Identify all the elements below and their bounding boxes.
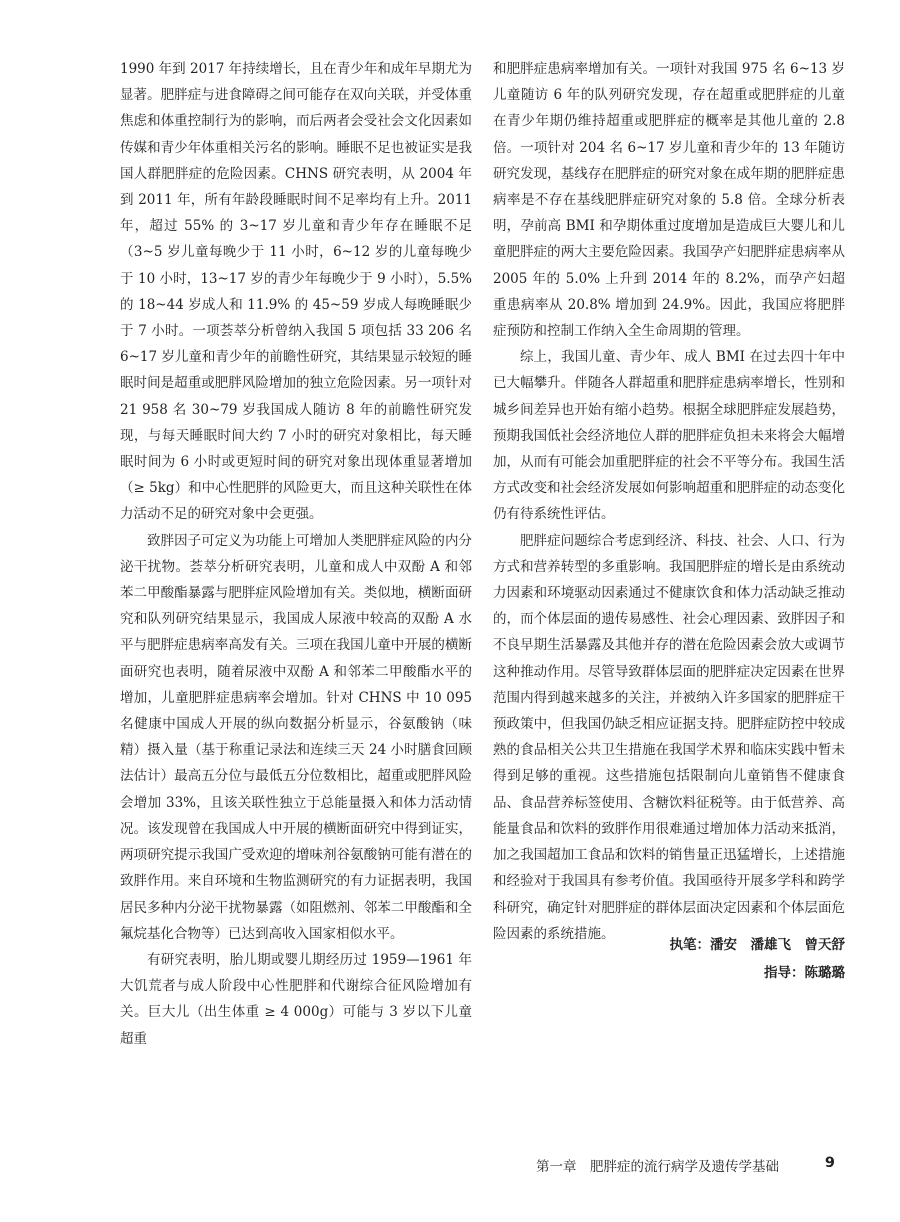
writers-credit: 执笔：潘安 潘雄飞 曾天舒	[669, 937, 845, 953]
advisor-credit: 指导：陈璐璐	[764, 965, 845, 981]
right-column	[493, 56, 845, 947]
left-column	[120, 56, 472, 1052]
paragraph-sleep: 1990 年到 2017 年持续增长，且在青少年和成年早期尤为显著。肥胖症与进食障碍之间可能存在双向关联，并受体重焦虑和体重控制行为的影响，而后两者会受社会文化因素如传媒和青少年体重相关污名的影响。睡眠不足也被证实是我国人群肥胖症的危险因素。CHNS 研究表明，从 2004 年到 2011 年，所有年龄段睡眠时间不足率均有上升。2011 年，超过 55% 的 3~17 岁儿童和青少年存在睡眠不足（3~5 岁儿童每晚少于 11 小时，6~12 岁的儿童每晚少于 10 小时，13~17 岁的青少年每晚少于 9 小时），5.5% 的 18~44 岁成人和 11.9% 的 45~59 岁成人每晚睡眠少于 7 小时。一项荟萃分析曾纳入我国 5 项包括 33 206 名 6~17 岁儿童和青少年的前瞻性研究，其结果显示较短的睡眠时间是超重或肥胖风险增加的独立危险因素。另一项针对 21 958 名 30~79 岁我国成人随访 8 年的前瞻性研究发现，与每天睡眠时间大约 7 小时的研究对象相比，每天睡眠时间为 6 小时或更短时间的研究对象出现体重显著增加（≥ 5kg）和中心性肥胖的风险更大，而且这种关联性在体力活动不足的研究对象中会更强。	[120, 61, 472, 523]
paragraph-famine: 有研究表明，胎儿期或婴儿期经历过 1959—1961 年大饥荒者与成人阶段中心性肥胖和代谢综合征风险增加有关。巨大儿（出生体重 ≥ 4 000g）可能与 3 岁以下儿童超重	[120, 951, 472, 1047]
paragraph-policy: 肥胖症问题综合考虑到经济、科技、社会、人口、行为方式和营养转型的多重影响。我国肥胖症的增长是由系统动力因素和环境驱动因素通过不健康饮食和体力活动缺乏推动的，而个体层面的遗传易感性、社会心理因素、致胖因子和不良早期生活暴露及其他并存的潜在危险因素会放大或调节这种推动作用。尽管导致群体层面的肥胖症决定因素在世界范围内得到越来越多的关注，并被纳入许多国家的肥胖症干预政策中，但我国仍缺乏相应证据支持。肥胖症防控中较成熟的食品相关公共卫生措施在我国学术界和临床实践中暂未得到足够的重视。这些措施包括限制向儿童销售不健康食品、食品营养标签使用、含糖饮料征税等。由于低营养、高能量食品和饮料的致胖作用很难通过增加体力活动来抵消，加之我国超加工食品和饮料的销售量正迅猛增长，上述措施和经验对于我国具有参考价值。我国亟待开展多学科和跨学科研究，确定针对肥胖症的群体层面决定因素和个体层面危险因素的系统措施。	[493, 532, 845, 942]
page-number: 9	[824, 1155, 835, 1171]
paragraph-macrosomia: 和肥胖症患病率增加有关。一项针对我国 975 名 6~13 岁儿童随访 6 年的队列研究发现，存在超重或肥胖症的儿童在青少年期仍维持超重或肥胖症的概率是其他儿童的 2.8 倍。一项针对 204 名 6~17 岁儿童和青少年的 13 年随访研究发现，基线存在肥胖症的研究对象在成年期的肥胖症患病率是不存在基线肥胖症研究对象的 5.8 倍。全球分析表明，孕前高 BMI 和孕期体重过度增加是造成巨大婴儿和儿童肥胖症的两大主要危险因素。我国孕产妇肥胖症患病率从 2005 年的 5.0% 上升到 2014 年的 8.2%，而孕产妇超重患病率从 20.8% 增加到 24.9%。因此，我国应将肥胖症预防和控制工作纳入全生命周期的管理。	[493, 61, 845, 340]
chapter-title: 第一章 肥胖症的流行病学及遗传学基础	[536, 1159, 779, 1175]
paragraph-summary: 综上，我国儿童、青少年、成人 BMI 在过去四十年中已大幅攀升。伴随各人群超重和肥胖症患病率增长，性别和城乡间差异也开始有缩小趋势。根据全球肥胖症发展趋势，预期我国低社会经济地位人群的肥胖症负担未来将会大幅增加，从而有可能会加重肥胖症的社会不平等分布。我国生活方式改变和社会经济发展如何影响超重和肥胖症的动态变化仍有待系统性评估。	[493, 349, 845, 523]
paragraph-obesogens: 致胖因子可定义为功能上可增加人类肥胖症风险的内分泌干扰物。荟萃分析研究表明，儿童和成人中双酚 A 和邻苯二甲酸酯暴露与肥胖症风险增加有关。类似地，横断面研究和队列研究结果显示，我国成人尿液中较高的双酚 A 水平与肥胖症患病率高发有关。三项在我国儿童中开展的横断面研究也表明，随着尿液中双酚 A 和邻苯二甲酸酯水平的增加，儿童肥胖症患病率会增加。针对 CHNS 中 10 095 名健康中国成人开展的纵向数据分析显示，谷氨酸钠（味精）摄入量（基于称重记录法和连续三天 24 小时膳食回顾法估计）最高五分位与最低五分位数相比，超重或肥胖风险会增加 33%，且该关联性独立于总能量摄入和体力活动情况。该发现曾在我国成人中开展的横断面研究中得到证实，两项研究提示我国广受欢迎的增味剂谷氨酸钠可能有潜在的致胖作用。来自环境和生物监测研究的有力证据表明，我国居民多种内分泌干扰物暴露（如阻燃剂、邻苯二甲酸酯和全氟烷基化合物等）已达到高收入国家相似水平。	[120, 532, 472, 942]
credits	[493, 931, 845, 987]
